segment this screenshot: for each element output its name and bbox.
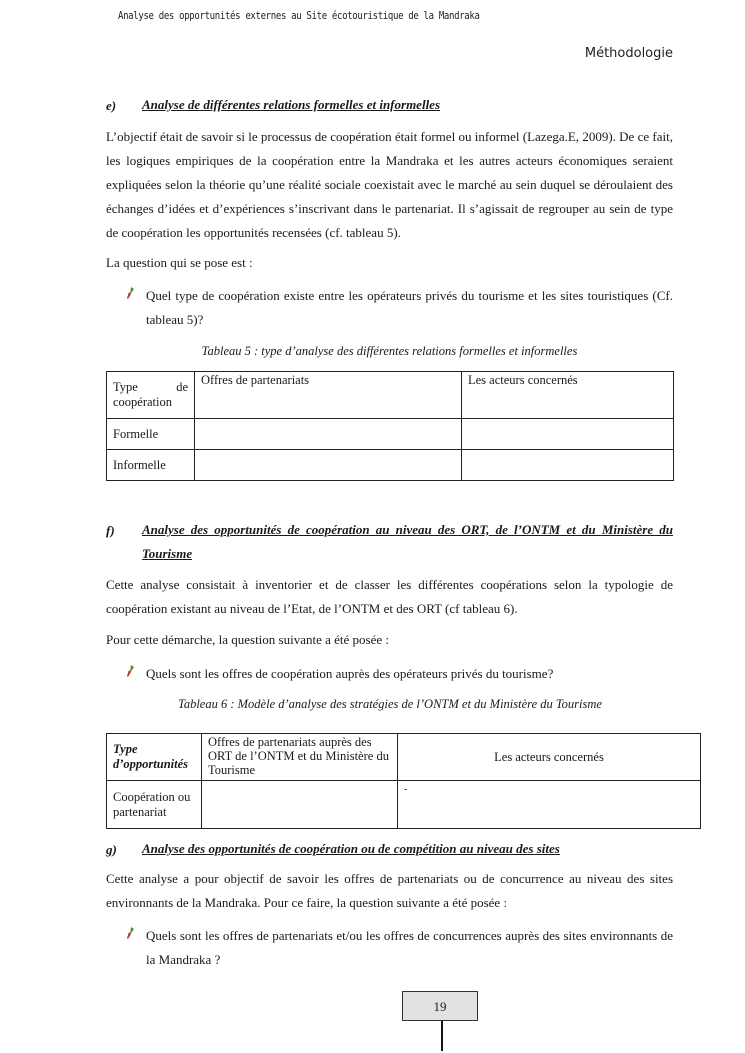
table-cell: Coopération ou partenariat: [107, 781, 202, 829]
section-f-question-intro: Pour cette démarche, la question suivante a été posée :: [106, 632, 390, 647]
bullet-leaf-icon: [125, 286, 135, 300]
section-g-letter: g): [106, 842, 117, 857]
page-number-divider: [441, 1021, 443, 1051]
table-cell: [462, 450, 674, 481]
table-cell: [202, 781, 398, 829]
section-g-title: Analyse des opportunités de coopération ou de compétition au niveau des sites: [142, 841, 560, 856]
section-e-paragraph: L’objectif était de savoir si le processus de coopération était formel ou informel (Lazega.E, 2009). De ce fait, les logiques empiriques de la coopération entre la Mandraka et les autres acteurs économiques seraient expliquées selon la théorie qu’une réalité sociale coexistait avec le marché au sein duquel se déroulaient des échanges d’idées et d’expériences s’inscrivant dans le partenariat. Il s’agissait de regrouper au sein de type de coopération les opportunités recensées (cf. tableau 5).: [106, 129, 673, 240]
table-5: [106, 371, 674, 481]
section-e-letter: e): [106, 98, 117, 113]
page-number: 19: [402, 991, 478, 1021]
table-6: [106, 733, 701, 829]
table-header-cell: Offres de partenariats auprès des ORT de l’ONTM et du Ministère du Tourisme: [202, 734, 398, 781]
bullet-leaf-icon: [125, 926, 135, 940]
section-e-question-intro: La question qui se pose est :: [106, 255, 253, 270]
table-header-cell: Type d’opportunités: [107, 734, 202, 781]
section-f-title: Analyse des opportunités de coopération au niveau des ORT, de l’ONTM et du Ministère du Tourisme: [142, 522, 673, 561]
table-row: [107, 450, 674, 481]
chapter-title: Méthodologie: [584, 46, 673, 61]
section-f-paragraph: Cette analyse consistait à inventorier et de classer les différentes coopérations selon la typologie de coopération existant au niveau de l’Etat, de l’ONTM et des ORT (cf tableau 6).: [106, 577, 673, 616]
section-e-bullet: Quel type de coopération existe entre les opérateurs privés du tourisme et les sites touristiques (Cf. tableau 5)?: [146, 288, 673, 327]
table-header-cell: Offres de partenariats: [195, 372, 462, 419]
table-row: [107, 419, 674, 450]
table-cell: [195, 419, 462, 450]
section-g-paragraph: Cette analyse a pour objectif de savoir les offres de partenariats ou de concurrence au niveau des sites environnants de la Mandraka. Pour ce faire, la question suivante a été posée :: [106, 871, 673, 910]
section-g-bullet: Quels sont les offres de partenariats et/ou les offres de concurrences auprès des sites environnants de la Mandraka ?: [146, 928, 673, 967]
table-row: [107, 734, 701, 781]
table-cell: Informelle: [107, 450, 195, 481]
table-cell: [462, 419, 674, 450]
table-header-cell: Les acteurs concernés: [398, 734, 701, 781]
section-e-title: Analyse de différentes relations formelles et informelles: [142, 97, 441, 112]
table-header-cell: Type de coopération: [107, 372, 195, 419]
table-cell: Formelle: [107, 419, 195, 450]
running-header: Analyse des opportunités externes au Site écotouristique de la Mandraka: [118, 10, 480, 22]
table-cell: [195, 450, 462, 481]
section-f-letter: f): [106, 523, 115, 538]
table5-caption: Tableau 5 : type d’analyse des différentes relations formelles et informelles: [201, 344, 578, 358]
table-header-cell: Les acteurs concernés: [462, 372, 674, 419]
table6-caption: Tableau 6 : Modèle d’analyse des stratégies de l’ONTM et du Ministère du Tourisme: [178, 697, 602, 711]
table-row: [107, 372, 674, 419]
table-cell: -: [398, 781, 701, 829]
table-row: [107, 781, 701, 829]
bullet-leaf-icon: [125, 664, 135, 678]
section-f-bullet: Quels sont les offres de coopération auprès des opérateurs privés du tourisme?: [146, 666, 554, 681]
